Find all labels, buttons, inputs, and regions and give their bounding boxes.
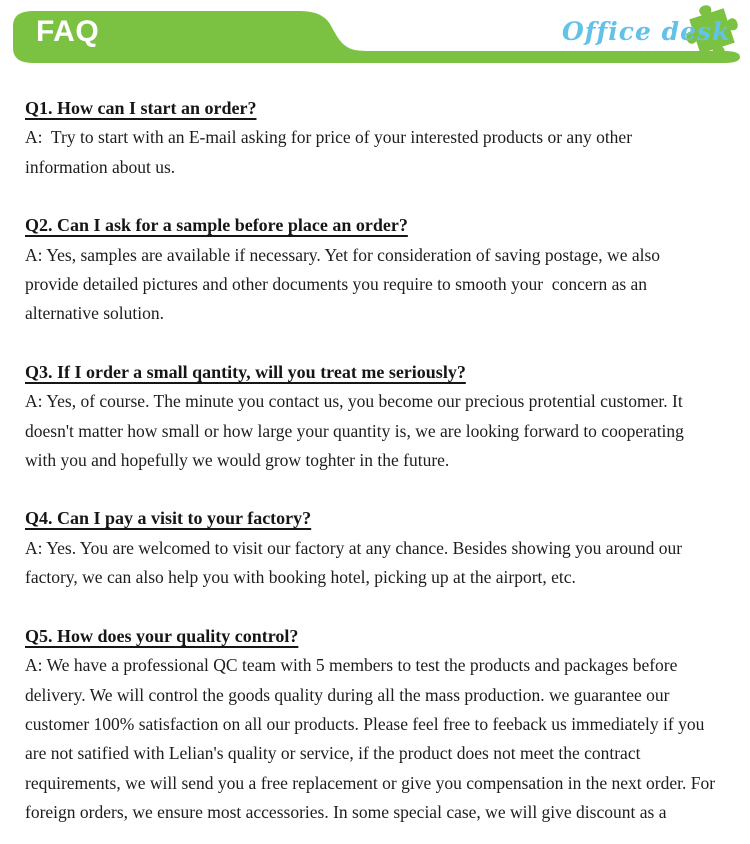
faq-item-q2 (25, 211, 726, 329)
faq-content (0, 64, 750, 828)
faq-answer-line: A: Yes. You are welcomed to visit our factory at any chance. Besides showing you around our (25, 537, 683, 558)
faq-answer-line: with you and hopefully we would grow toghter in the future. (25, 450, 450, 471)
page-title: FAQ (36, 15, 100, 48)
faq-question: Q5. How does your quality control? (25, 625, 299, 646)
faq-answer-line: are not satified with Lelian's quality or service, if the product does not meet the contract (25, 743, 641, 764)
faq-question: Q1. How can I start an order? (25, 98, 257, 118)
faq-item-q5 (25, 622, 726, 828)
faq-answer-line: requirements, we will send you a free replacement or give you compensation in the next order. For (25, 772, 716, 793)
faq-answer-line: provide detailed pictures and other documents you require to smooth your concern as an (25, 274, 648, 295)
faq-answer-line: A: We have a professional QC team with 5 members to test the products and packages before (25, 655, 678, 676)
faq-answer-line: A: Try to start with an E-mail asking for price of your interested products or any other (25, 127, 633, 148)
faq-item-q1 (25, 94, 726, 182)
faq-answer-line: doesn't matter how small or how large your quantity is, we are looking forward to cooperating (25, 420, 684, 441)
faq-question: Q2. Can I ask for a sample before place an order? (25, 215, 408, 236)
faq-answer-line: information about us. (25, 156, 176, 177)
faq-answer-line: foreign orders, we ensure most accessories. In some special case, we will give discount as a (25, 802, 667, 823)
faq-answer-line: delivery. We will control the goods quality during all the mass production. we guarantee our (25, 684, 670, 705)
faq-answer-line: A: Yes, samples are available if necessary. Yet for consideration of saving postage, we also (25, 244, 661, 265)
faq-question: Q3. If I order a small qantity, will you treat me seriously? (25, 361, 466, 382)
page-header (0, 0, 750, 64)
faq-answer-line: alternative solution. (25, 303, 164, 324)
faq-item-q4 (25, 504, 726, 592)
faq-answer-line: A: Yes, of course. The minute you contact us, you become our precious protential customer. It (25, 391, 683, 412)
faq-answer-line: customer 100% satisfaction on all our products. Please feel free to feeback us immediately if you (25, 713, 705, 734)
faq-question: Q4. Can I pay a visit to your factory? (25, 508, 312, 529)
brand-logo-text: Office desk (562, 17, 731, 46)
faq-answer-line: factory, we can also help you with booking hotel, picking up at the airport, etc. (25, 567, 576, 588)
faq-item-q3 (25, 358, 726, 476)
